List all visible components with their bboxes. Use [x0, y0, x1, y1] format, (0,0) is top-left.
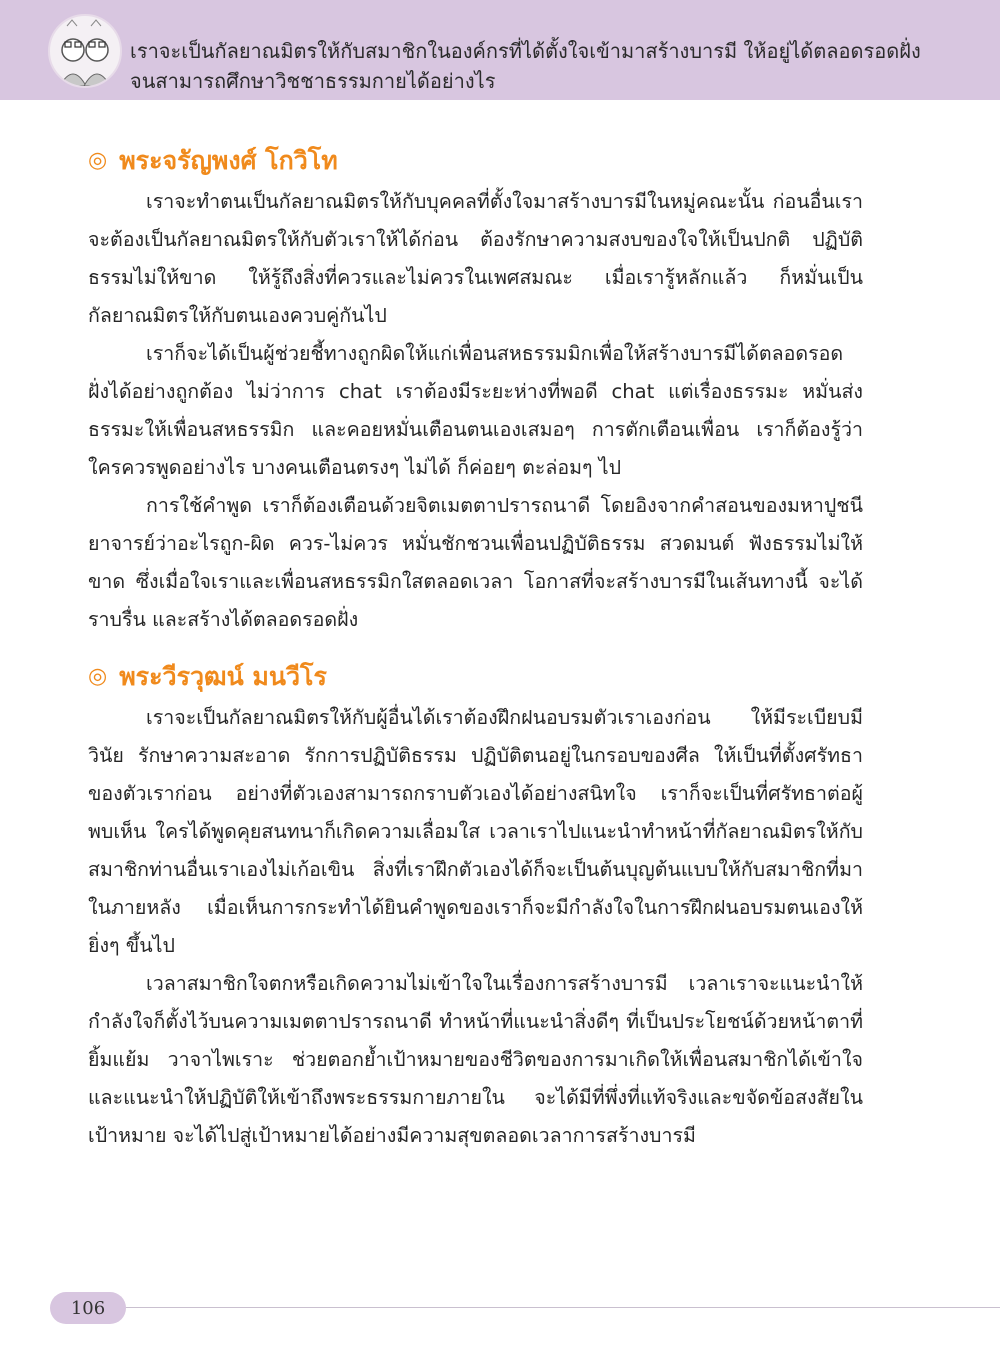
- paragraph-text: การใช้คำพูด เราก็ต้องเตือนด้วยจิตเมตตาปรารถนาดี โดยอิงจากคำสอนของมหาปูชนียาจารย์ว่าอะไรถูก-ผิด ควร-ไม่ควร หมั่นชักชวนเพื่อนปฏิบัติธรรม สวดมนต์ ฟังธรรมไม่ให้ขาด ซึ่งเมื่อใจเราและเพื่อนสหธรรมิกใสตลอดเวลา โอกาสที่จะสร้างบารมีในเส้นทางนี้ จะได้ราบรื่น และสร้างได้ตลอดรอดฝั่ง: [88, 494, 863, 631]
- main-content: [88, 143, 863, 1175]
- section-1: [88, 143, 863, 639]
- section-heading-name: พระวีรวุฒน์ มนวีโร: [119, 662, 327, 691]
- paragraph: [88, 699, 863, 965]
- section-heading: [88, 659, 863, 695]
- header-title: [130, 36, 980, 96]
- section-2: [88, 659, 863, 1155]
- page-number: 106: [70, 1297, 106, 1319]
- bullet-icon: ◎: [88, 664, 108, 689]
- paragraph-text: เราก็จะได้เป็นผู้ช่วยชี้ทางถูกผิดให้แก่เพื่อนสหธรรมมิกเพื่อให้สร้างบารมีได้ตลอดรอดฝั่งได้อย่างถูกต้อง ไม่ว่าการ chat เราต้องมีระยะห่างที่พอดี chat แต่เรื่องธรรมะ หมั่นส่งธรรมะให้เพื่อนสหธรรมิก และคอยหมั่นเตือนตนเองเสมอๆ การตักเตือนเพื่อน เราก็ต้องรู้ว่าใครควรพูดอย่างไร บางคนเตือนตรงๆ ไม่ได้ ก็ค่อยๆ ตะล่อมๆ ไป: [88, 342, 863, 479]
- paragraph-text: เราจะทำตนเป็นกัลยาณมิตรให้กับบุคคลที่ตั้งใจมาสร้างบารมีในหมู่คณะนั้น ก่อนอื่นเราจะต้องเป็นกัลยาณมิตรให้กับตัวเราให้ได้ก่อน ต้องรักษาความสงบของใจให้เป็นปกติ ปฏิบัติธรรมไม่ให้ขาด ให้รู้ถึงสิ่งที่ควรและไม่ควรในเพศสมณะ เมื่อเรารู้หลักแล้ว ก็หมั่นเป็นกัลยาณมิตรให้กับตนเองควบคู่กันไป: [88, 190, 863, 327]
- paragraph: [88, 335, 863, 487]
- paragraph: [88, 487, 863, 639]
- paragraph-text: เวลาสมาชิกใจตกหรือเกิดความไม่เข้าใจในเรื่องการสร้างบารมี เวลาเราจะแนะนำให้กำลังใจก็ตั้งไว้บนความเมตตาปรารถนาดี ทำหน้าที่แนะนำสิ่งดีๆ ที่เป็นประโยชน์ด้วยหน้าตาที่ยิ้มแย้ม วาจาไพเราะ ช่วยตอกย้ำเป้าหมายของชีวิตของการมาเกิดให้เพื่อนสมาชิกได้เข้าใจและแนะนำให้ปฏิบัติให้เข้าถึงพระธรรมกายภายใน จะได้มีที่พึ่งที่แท้จริงและขจัดข้อสงสัยในเป้าหมาย จะได้ไปสู่เป้าหมายได้อย่างมีความสุขตลอดเวลาการสร้างบารมี: [88, 972, 863, 1147]
- section-heading: [88, 143, 863, 179]
- header-title-line-1: เราจะเป็นกัลยาณมิตรให้กับสมาชิกในองค์กรที่ได้ตั้งใจเข้ามาสร้างบารมี ให้อยู่ได้ตลอดรอดฝั่ง: [130, 39, 921, 63]
- section-heading-name: พระจรัญพงศ์ โกวิโท: [119, 146, 338, 175]
- paragraph: [88, 965, 863, 1155]
- bullet-icon: ◎: [88, 148, 108, 173]
- footer-divider: [124, 1307, 1000, 1308]
- header-title-line-2: จนสามารถศึกษาวิชชาธรรมกายได้อย่างไร: [130, 69, 496, 93]
- paragraph: [88, 183, 863, 335]
- two-monks-illustration-icon: [48, 14, 122, 88]
- page-header: [0, 0, 1000, 100]
- page-number-badge: [50, 1292, 126, 1324]
- paragraph-text: เราจะเป็นกัลยาณมิตรให้กับผู้อื่นได้เราต้องฝึกฝนอบรมตัวเราเองก่อน ให้มีระเบียบมีวินัย รักษาความสะอาด รักการปฏิบัติธรรม ปฏิบัติตนอยู่ในกรอบของศีล ให้เป็นที่ตั้งศรัทธาของตัวเราก่อน อย่างที่ตัวเองสามารถกราบตัวเองได้อย่างสนิทใจ เราก็จะเป็นที่ศรัทธาต่อผู้พบเห็น ใครได้พูดคุยสนทนาก็เกิดความเลื่อมใส เวลาเราไปแนะนำทำหน้าที่กัลยาณมิตรให้กับสมาชิกท่านอื่นเราเองไม่เก้อเขิน สิ่งที่เราฝึกตัวเองได้ก็จะเป็นต้นบุญต้นแบบให้กับสมาชิกที่มาในภายหลัง เมื่อเห็นการกระทำได้ยินคำพูดของเราก็จะมีกำลังใจในการฝึกฝนอบรมตนเองให้ยิ่งๆ ขึ้นไป: [88, 706, 863, 957]
